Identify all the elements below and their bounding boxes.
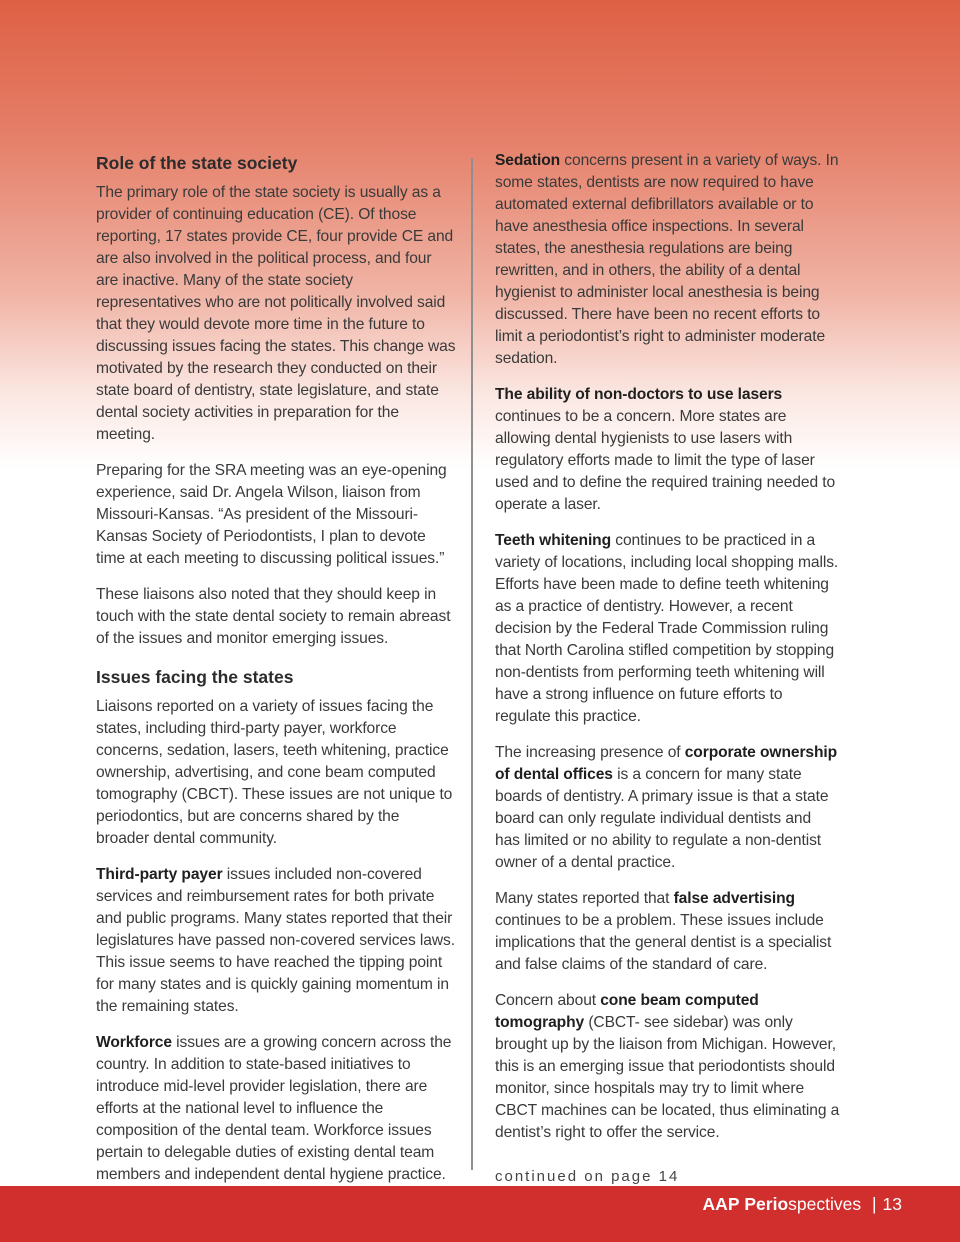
role-paragraph-2: Preparing for the SRA meeting was an eye-opening experience, said Dr. Angela Wilson, liaison from Missouri-Kansas. “As president of the Missouri-Kansas Society of Periodontists, I plan to devote time at each meeting to discussing political issues.” (96, 462, 447, 567)
brand-perio: Perio (744, 1194, 789, 1214)
third-party-payer-paragraph (96, 864, 456, 1018)
false-advertising-pre: Many states reported that (495, 890, 674, 907)
cbct-lead: cone beam computed tomography (495, 992, 759, 1031)
role-heading: Role of the state society (96, 153, 298, 173)
issues-paragraph-1: Liaisons reported on a variety of issues facing the states, including third-party payer, workforce concerns, sedation, lasers, teeth whitening, practice ownership, advertising, and cone beam computed tomography (CBCT). These issues are not unique to periodontics, but are concerns shared by the broader dental community. (96, 698, 453, 847)
footer-separator: | (871, 1194, 877, 1214)
brand-spectives: spectives (788, 1194, 862, 1214)
brand-aap: AAP (702, 1194, 740, 1214)
page-number: 13 (882, 1194, 902, 1214)
lasers-text: continues to be a concern. More states are allowing dental hygienists to use lasers with regulatory efforts made to limit the type of laser used and to define the required training needed to operate a laser. (495, 408, 836, 513)
sedation-paragraph (495, 150, 840, 370)
continued-on-page-link: continued on page 14 (495, 1168, 680, 1185)
teeth-whitening-lead: Teeth whitening (495, 532, 612, 549)
workforce-paragraph (96, 1032, 456, 1186)
footer-branding (703, 1192, 902, 1216)
third-party-payer-text: issues included non-covered services and reimbursement rates for both private and public programs. Many states reported that their legislatures have passed non-covered services laws. This issue seems to have reached the tipping point for many states and is quickly gaining momentum in the remaining states. (96, 866, 455, 1015)
teeth-whitening-paragraph (495, 530, 840, 728)
column-divider (471, 158, 473, 1170)
left-column (96, 150, 456, 1200)
cbct-paragraph (495, 990, 840, 1144)
issues-heading: Issues facing the states (96, 667, 294, 687)
workforce-lead: Workforce (96, 1034, 172, 1051)
corporate-ownership-lead: corporate ownership of dental offices (495, 744, 838, 783)
false-advertising-lead: false advertising (673, 890, 795, 907)
workforce-text: issues are a growing concern across the country. In addition to state-based initiatives to introduce mid-level provider legislation, there are efforts at the national level to influence the composition of the dental team. Workforce issues pertain to delegable duties of existing dental team members and independent dental hygiene practice. (96, 1034, 452, 1183)
third-party-payer-lead: Third-party payer (96, 866, 223, 883)
corporate-ownership-text: is a concern for many state boards of dentistry. A primary issue is that a state board can only regulate individual dentists and has limited or no ability to regulate a non-dentist owner of a dental practice. (495, 766, 829, 871)
role-paragraph-1: The primary role of the state society is usually as a provider of continuing education (CE). Of those reporting, 17 states provide CE, four provide CE and are also involved in the political process, and four are inactive. Many of the state society representatives who are not politically involved said that they would devote more time in the future to discussing issues facing the states. This change was motivated by the research they conducted on their state board of dentistry, state legislature, and state dental society activities in preparation for the meeting. (96, 184, 456, 443)
right-column (495, 150, 840, 1188)
corporate-ownership-paragraph (495, 742, 840, 874)
cbct-text: (CBCT- see sidebar) was only brought up by the liaison from Michigan. However, this is an emerging issue that periodontists should monitor, since hospitals may try to limit where CBCT machines can be located, thus eliminating a dentist’s right to offer the service. (495, 1014, 840, 1141)
teeth-whitening-text: continues to be practiced in a variety of locations, including local shopping malls. Efforts have been made to define teeth whitening as a practice of dentistry. However, a recent decision by the Federal Trade Commission ruling that North Carolina stifled competition by stopping non-dentists from performing teeth whitening will have a strong influence on future efforts to regulate this practice. (495, 532, 839, 725)
false-advertising-paragraph (495, 888, 840, 976)
lasers-lead: The ability of non-doctors to use lasers (495, 386, 783, 403)
false-advertising-text: continues to be a problem. These issues include implications that the general dentist is a specialist and false claims of the standard of care. (495, 912, 832, 973)
sedation-text: concerns present in a variety of ways. In some states, dentists are now required to have automated external defibrillators available or to have anesthesia office inspections. In several states, the anesthesia regulations are being rewritten, and in others, the ability of a dental hygienist to administer local anesthesia is being discussed. There have been no recent efforts to limit a periodontist’s right to administer moderate sedation. (495, 152, 839, 367)
sedation-lead: Sedation (495, 152, 561, 169)
corporate-ownership-pre: The increasing presence of (495, 744, 685, 761)
role-paragraph-3: These liaisons also noted that they should keep in touch with the state dental society to remain abreast of the issues and monitor emerging issues. (96, 586, 451, 647)
cbct-pre: Concern about (495, 992, 601, 1009)
lasers-paragraph (495, 384, 840, 516)
